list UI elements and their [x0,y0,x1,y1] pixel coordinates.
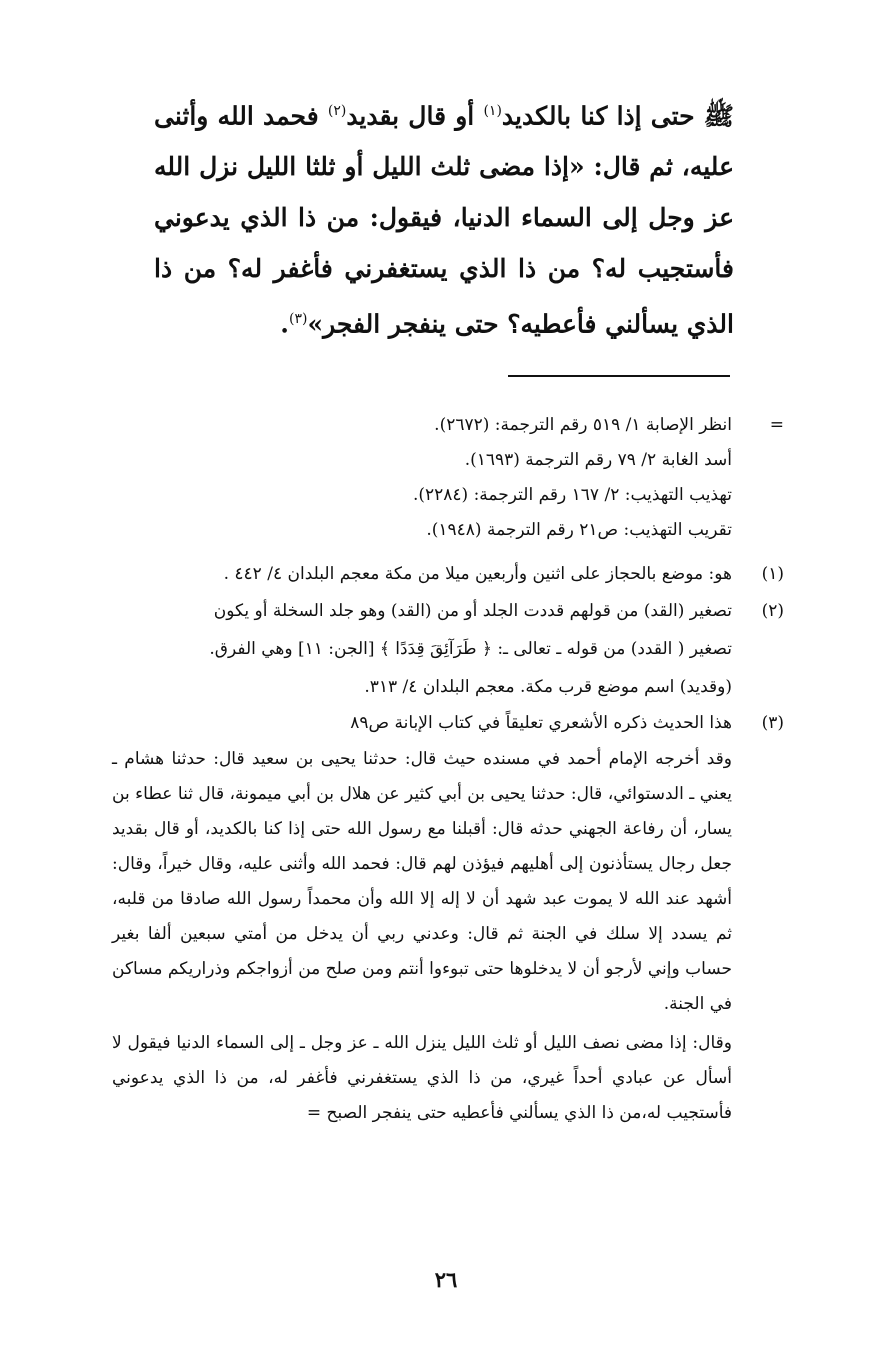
footnote-2-label: (٢) [761,601,784,621]
continuation-marker: = [769,415,784,435]
footnote-2-line-1: تصغير (القد) من قولهم قددت الجلد أو من (القد) وهو جلد السخلة أو يكون [213,601,732,621]
footnote-divider [508,375,730,377]
footnote-continuation-line-2: أسد الغابة ٢/ ٧٩ رقم الترجمة (١٦٩٣). [464,450,732,470]
footnote-3-line-1: هذا الحديث ذكره الأشعري تعليقاً في كتاب الإبانة ص٨٩ [350,713,732,733]
main-text-end: . [280,309,289,339]
page-continues-marker: = [306,1103,322,1123]
main-text [154,86,734,350]
footnote-ref-3: (٣) [288,311,308,328]
footnote-2-line-2: تصغير ( القدد) من قوله ـ تعالى ـ: ﴿ طَرَآئِقَ قِدَدًا ﴾ [الجن: ١١] وهي الفرق. [209,639,732,659]
footnote-2 [84,594,784,629]
footnote-3 [84,706,784,741]
main-text-part-1: ﷺ حتى إذا كنا بالكديد [501,101,735,131]
footnote-1-text: هو: موضع بالحجاز على اثنين وأربعين ميلا من مكة معجم البلدان ٤/ ٤٤٢ . [223,564,732,584]
footnote-3-label: (٣) [761,713,784,733]
footnote-1-label: (١) [761,564,784,584]
footnote-2-line-3-row [84,670,732,705]
footnote-ref-2: (٢) [327,103,347,119]
footnote-2-line-3: (وقديد) اسم موضع قرب مكة. معجم البلدان ٤/ ٣١٣. [364,677,732,697]
main-text-part-3: فحمد الله وأثنى عليه، ثم قال: «إذا مضى ثلث الليل أو ثلثا الليل نزل الله عز وجل إلى السماء الدنيا، فيقول: من ذا الذي يدعوني فأستجيب له؟ من ذا الذي يستغفرني فأغفر له؟ من ذا الذي يسألني فأعطيه؟ حتى ينفجر الفجر» [154,101,734,339]
footnote-3-body [112,742,732,1131]
footnote-1 [84,557,784,592]
footnote-3-paragraph-2: وقال: إذا مضى نصف الليل أو ثلث الليل ينزل الله ـ عز وجل ـ إلى السماء الدنيا فيقول لا أسأل عن عبادي أحداً غيري، من ذا الذي يستغفرني فأغفر له، من ذا الذي يدعوني فأستجيب له،من ذا الذي يسألني فأعطيه حتى ينفجر الصبح = [112,1033,732,1123]
footnote-continuation-line-1: = انظر الإصابة ١/ ٥١٩ رقم الترجمة: (٢٦٧٢). [84,408,732,443]
page-number: ٢٦ [434,1267,458,1292]
footnote-ref-1: (١) [483,103,502,119]
footnote-3-paragraph-1: وقد أخرجه الإمام أحمد في مسنده حيث قال: حدثنا يحيى بن سعيد قال: حدثنا هشام ـ يعني ـ الدستوائي، قال: حدثنا يحيى بن أبي كثير عن هلال بن أبي ميمونة، قال ثنا عطاء بن يسار، أن رفاعة الجهني حدثه قال: أقبلنا مع رسول الله حتى إذا كنا بالكديد، أو قال بقديد جعل رجال يستأذنون إلى أهليهم فيؤذن لهم قال: فحمد الله وأثنى عليه، وقال خيراً، وقال: أشهد عند الله لا يموت عبد شهد أن لا إله إلا الله وأن محمداً رسول الله صادقا من قلبه، ثم يسدد إلا سلك في الجنة ثم قال: وعدني ربي أن يدخل من أمتي سبعين ألفا بغير حساب وإني لأرجو أن لا يدخلوها حتى تبوءوا أنتم ومن صلح من أزواجكم وذراريكم مساكن في الجنة. [112,749,732,1014]
footnote-continuation-line-3: تهذيب التهذيب: ٢/ ١٦٧ رقم الترجمة: (٢٢٨٤). [412,485,732,505]
footnote-2-line-2-row [84,632,732,667]
footnote-continuation-line-4: تقريب التهذيب: ص٢١ رقم الترجمة (١٩٤٨). [426,520,732,540]
main-text-part-2: أو قال بقديد [346,101,484,131]
